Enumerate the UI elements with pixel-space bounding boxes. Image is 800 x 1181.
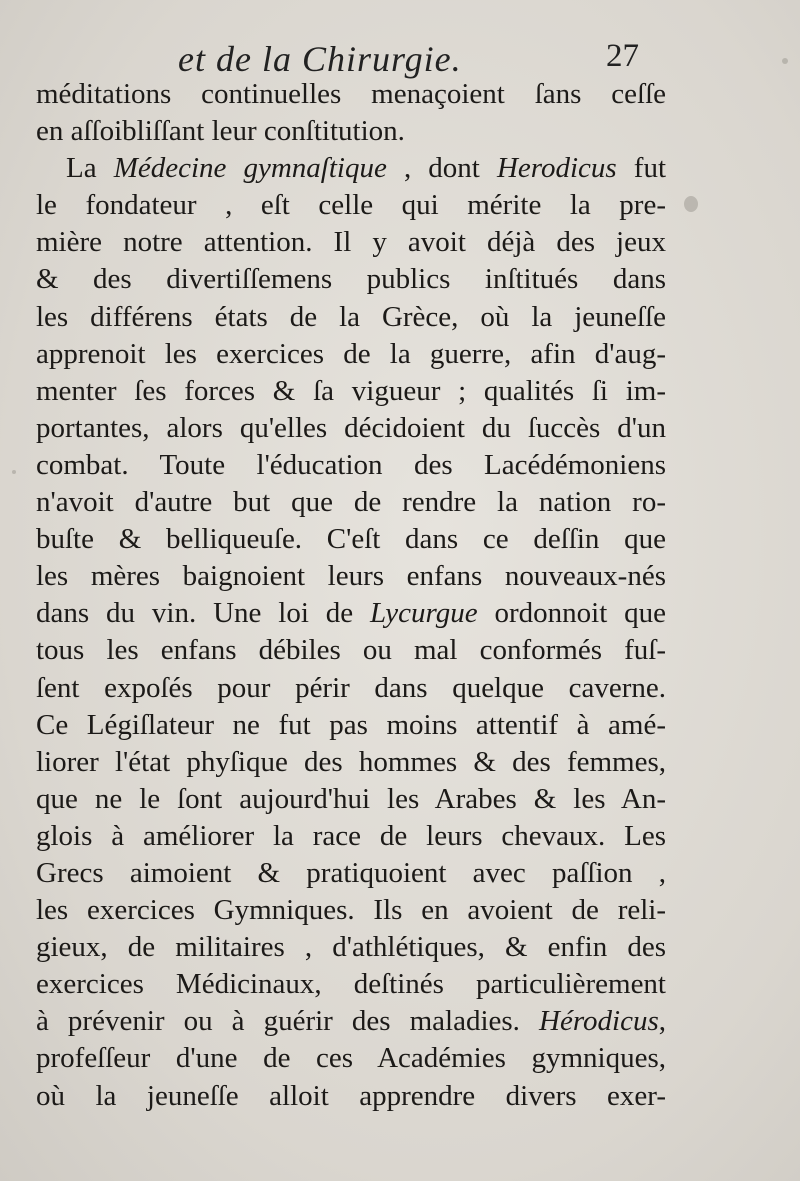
text-line: le fondateur , eſt celle qui mérite la pre- <box>36 189 666 222</box>
body-text <box>36 76 666 1115</box>
text-line: menter ſes forces & ſa vigueur ; qualités ſi im- <box>36 374 666 407</box>
line-segment: , dont <box>386 152 497 185</box>
text-line: exercices Médicinaux, deſtinés particulièrement <box>36 968 666 1001</box>
italic-name: Lycurgue <box>370 597 478 630</box>
line-segment: dans du vin. Une loi de <box>36 597 371 630</box>
text-line <box>36 595 666 632</box>
text-line: méditations continuelles menaçoient ſans ceſſe <box>36 78 666 110</box>
text-line: profeſſeur d'une de ces Académies gymniques, <box>36 1042 666 1075</box>
text-line <box>36 1003 666 1040</box>
paper-speck <box>684 196 698 212</box>
line-segment: , <box>658 1005 666 1038</box>
text-line: liorer l'état phyſique des hommes & des femmes, <box>36 745 666 778</box>
text-line: mière notre attention. Il y avoit déjà des jeux <box>36 226 666 259</box>
text-line: les différens états de la Grèce, où la jeuneſſe <box>36 300 666 333</box>
line-segment: ordonnoit que <box>477 597 666 630</box>
text-line: où la jeuneſſe alloit apprendre divers exer- <box>36 1079 666 1112</box>
text-line: Ce Légiſlateur ne fut pas moins attentif à amé- <box>36 708 666 741</box>
line-segment: à prévenir ou à guérir des maladies. <box>36 1005 539 1038</box>
text-line: ſent expoſés pour périr dans quelque caverne. <box>36 671 666 704</box>
text-line: apprenoit les exercices de la guerre, afin d'aug- <box>36 337 666 370</box>
italic-name: Herodicus <box>496 152 617 185</box>
line-segment: La <box>66 152 114 185</box>
page-number: 27 <box>606 38 639 74</box>
italic-name: Hérodicus <box>539 1005 659 1038</box>
paper-speck <box>12 470 16 474</box>
text-line: & des divertiſſemens publics inſtitués dans <box>36 263 666 296</box>
running-head: et de la Chirurgie. <box>178 39 462 79</box>
line-segment: fut <box>616 152 666 185</box>
italic-term: Médecine gymnaſtique <box>113 152 387 185</box>
text-line: portantes, alors qu'elles décidoient du ſuccès d'un <box>36 411 666 444</box>
text-line: tous les enfans débiles ou mal conformés fuſ- <box>36 634 666 667</box>
text-line: glois à améliorer la race de leurs chevaux. Les <box>36 819 666 852</box>
text-line: combat. Toute l'éducation des Lacédémoniens <box>36 448 666 481</box>
text-line: les exercices Gymniques. Ils en avoient de reli- <box>36 894 666 927</box>
text-line: buſte & belliqueuſe. C'eſt dans ce deſſin que <box>36 523 666 556</box>
text-line: n'avoit d'autre but que de rendre la nation ro- <box>36 486 666 519</box>
text-line <box>36 150 666 187</box>
text-line: en aſſoibliſſant leur conſtitution. <box>36 115 405 148</box>
text-line: les mères baignoient leurs enfans nouveaux-nés <box>36 560 666 593</box>
text-line: gieux, de militaires , d'athlétiques, & enfin des <box>36 931 666 964</box>
text-line: que ne le ſont aujourd'hui les Arabes & les An- <box>36 782 666 815</box>
paper-speck <box>782 58 788 64</box>
text-line: Grecs aimoient & pratiquoient avec paſſion , <box>36 856 666 889</box>
